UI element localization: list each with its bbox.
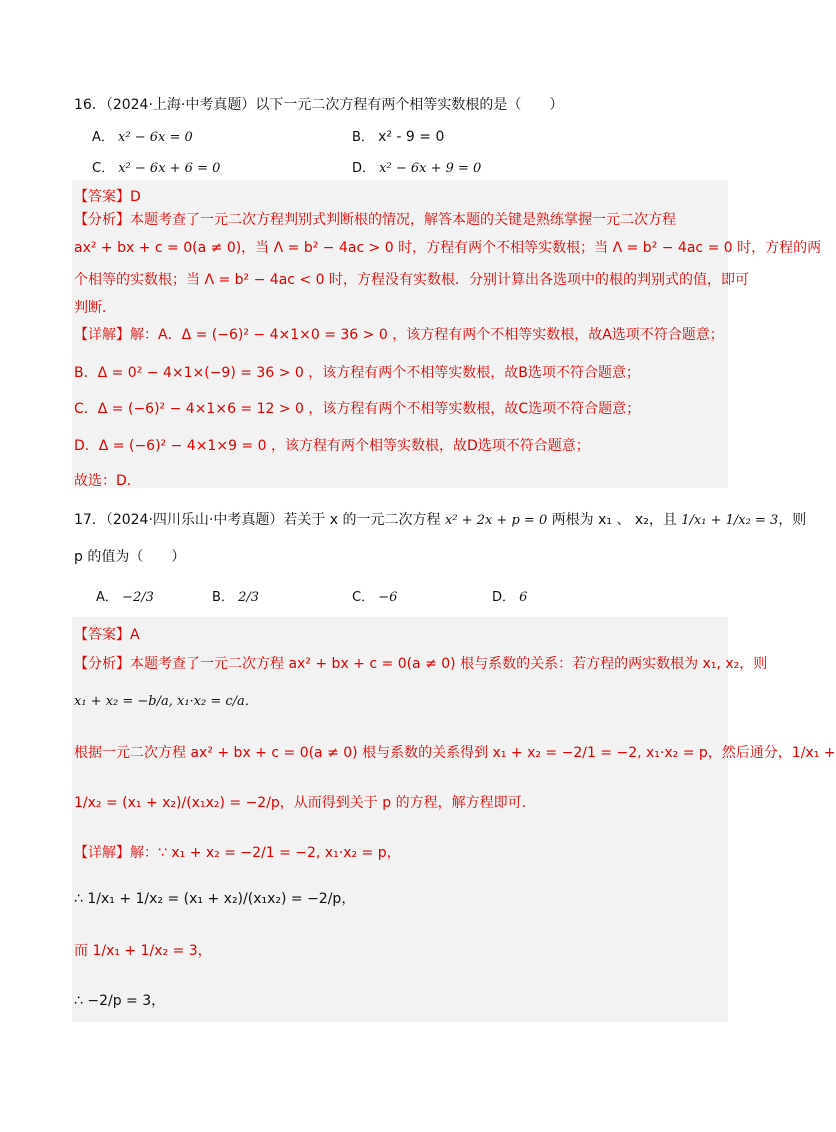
question-source: （2024·上海·中考真题） [105, 97, 256, 113]
analysis-line: ax² + bx + c = 0(a ≠ 0)，当 Λ = b² − 4ac > 0 时，方程有两个不相等实数根；当 Λ = b² − 4ac = 0 时，方程的两 [74, 240, 822, 256]
option-d [492, 586, 527, 605]
solution-box-17 [72, 617, 728, 1022]
detail-line: ∴ −2/p = 3， [74, 993, 166, 1009]
option-b [352, 126, 444, 145]
option-expression: −6 [378, 590, 398, 605]
option-a [92, 126, 193, 145]
option-b [212, 586, 259, 605]
answer-16: 【答案】D [74, 189, 141, 205]
analysis-line: x₁ + x₂ = −b/a, x₁·x₂ = c/a． [74, 694, 258, 709]
detail-line: ∴ 1/x₁ + 1/x₂ = (x₁ + x₂)/(x₁x₂) = −2/p， [74, 891, 356, 907]
analysis-line: 【分析】本题考查了一元二次方程判别式判断根的情况，解答本题的关键是熟练掌握一元二次方程 [74, 212, 676, 228]
option-label: D． [352, 161, 376, 176]
detail-line: C．Δ = (−6)² − 4×1×6 = 12 > 0 ，该方程有两个不相等实数根，故C选项不符合题意； [74, 401, 641, 417]
question-16-stem [74, 94, 563, 114]
question-text: 若关于 x 的一元二次方程 [283, 512, 441, 528]
option-label: A． [92, 130, 114, 145]
equation: x² + 2x + p = 0 [445, 513, 548, 528]
option-label: A． [96, 590, 118, 605]
option-label: C． [352, 590, 375, 605]
analysis-line: 个相等的实数根；当 Λ = b² − 4ac < 0 时，方程没有实数根．分别计算出各选项中的根的判别式的值，即可 [74, 272, 749, 288]
option-expression: x² − 6x + 9 = 0 [379, 161, 482, 176]
option-c [352, 586, 397, 605]
question-number: 17． [74, 512, 106, 528]
question-source: （2024·四川乐山·中考真题） [105, 512, 284, 528]
option-label: B． [352, 130, 374, 145]
detail-line: B．Δ = 0² − 4×1×(−9) = 36 > 0 ，该方程有两个不相等实数根，故B选项不符合题意； [74, 365, 640, 381]
option-expression: x² − 6x + 6 = 0 [118, 161, 221, 176]
option-expression: 6 [519, 590, 528, 605]
detail-line: 而 1/x₁ + 1/x₂ = 3， [74, 943, 212, 959]
option-label: D． [492, 590, 516, 605]
option-label: C． [92, 161, 115, 176]
option-expression: x² - 9 = 0 [378, 129, 445, 145]
option-expression: 2/3 [238, 590, 259, 605]
answer-17: 【答案】A [74, 627, 140, 643]
question-number: 16． [74, 97, 106, 113]
detail-line: D．Δ = (−6)² − 4×1×9 = 0 ，该方程有两个相等实数根，故D选项不符合题意； [74, 438, 590, 454]
question-17-stem-line2: p 的值为（ ） [74, 549, 186, 565]
detail-line: 故选：D． [74, 473, 141, 489]
analysis-line: 1/x₂ = (x₁ + x₂)/(x₁x₂) = −2/p，从而得到关于 p 的方程，解方程即可． [74, 795, 536, 811]
question-text: 以下一元二次方程有两个相等实数根的是（ ） [255, 97, 564, 113]
analysis-line: 【分析】本题考查了一元二次方程 ax² + bx + c = 0(a ≠ 0) 根与系数的关系：若方程的两实数根为 x₁, x₂，则 [74, 656, 768, 672]
option-d [352, 157, 481, 176]
option-expression: −2/3 [122, 590, 154, 605]
option-c [92, 157, 220, 176]
option-a [96, 586, 154, 605]
detail-line: 【详解】解：A．Δ = (−6)² − 4×1×0 = 36 > 0 ，该方程有两个不相等实数根，故A选项不符合题意； [74, 327, 724, 343]
question-text: 两根为 x₁ 、 x₂，且 [551, 512, 677, 528]
analysis-line: 根据一元二次方程 ax² + bx + c = 0(a ≠ 0) 根与系数的关系得到 x₁ + x₂ = −2/1 = −2, x₁·x₂ = p，然后通分，1/x₁ + [74, 745, 836, 761]
condition: 1/x₁ + 1/x₂ = 3 [681, 513, 779, 528]
question-17-stem [74, 509, 806, 529]
option-label: B． [212, 590, 234, 605]
question-text: ，则 [778, 512, 807, 528]
analysis-line: 判断． [74, 300, 116, 316]
option-expression: x² − 6x = 0 [118, 130, 193, 145]
detail-line: 【详解】解：∵ x₁ + x₂ = −2/1 = −2, x₁·x₂ = p， [74, 845, 401, 861]
